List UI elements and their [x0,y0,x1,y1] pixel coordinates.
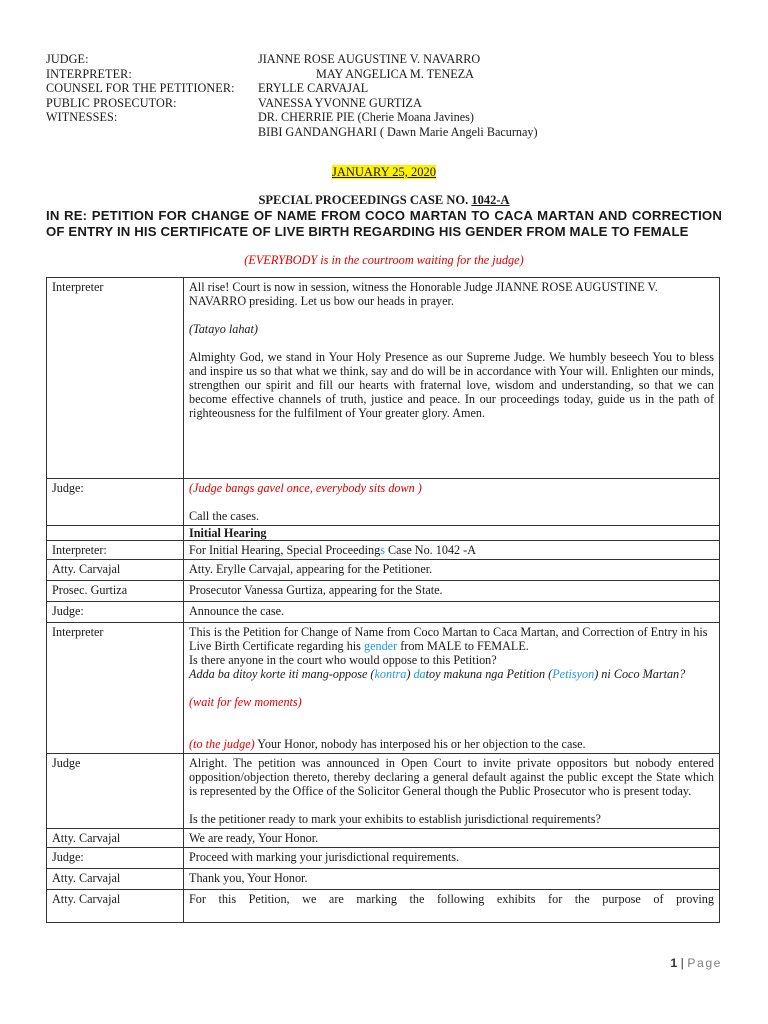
speaker-cell: Judge: [47,602,184,623]
counsel-label: COUNSEL FOR THE PETITIONER: [46,81,235,95]
table-row [47,869,720,890]
header-spacer [46,125,258,140]
table-row [47,560,720,581]
dialogue-cell [184,278,720,479]
hearing-date-text: JANUARY 25, 2020 [331,165,437,179]
speaker-cell: Atty. Carvajal [47,869,184,890]
stage-direction: (to the judge) [189,737,255,751]
page-word: Page [687,956,722,970]
judge-name: JIANNE ROSE AUGUSTINE V. NAVARRO [258,52,481,66]
speaker-cell: Atty. Carvajal [47,560,184,581]
prosecutor-name: VANESSA YVONNE GURTIZA [258,95,422,110]
dialogue-cell: We are ready, Your Honor. [184,829,720,848]
dialogue-cell [184,541,720,560]
speaker-cell: Interpreter [47,278,184,479]
speaker-cell: Prosec. Gurtiza [47,581,184,602]
case-number: 1042-A [471,193,510,207]
transcript-table [46,277,720,923]
case-title-prefix: SPECIAL PROCEEDINGS CASE NO. [258,193,472,207]
header-row-judge [46,52,538,67]
speaker-cell: Interpreter: [47,541,184,560]
header-row-counsel [46,81,538,96]
dialogue-cell [184,754,720,829]
header-row-witnesses [46,110,538,125]
counsel-name: ERYLLE CARVAJAL [258,81,369,95]
case-title [0,193,768,208]
prosecutor-label: PUBLIC PROSECUTOR: [46,95,177,110]
stage-direction: (wait for few moments) [189,695,302,709]
witness-2: BIBI GANDANGHARI ( Dawn Marie Angeli Bacurnay) [258,124,538,139]
header-row-witness-2 [46,125,538,140]
speaker-cell: Judge: [47,848,184,869]
dialogue-fragment: toy makuna nga Petition ( [425,667,553,681]
case-caption: IN RE: PETITION FOR CHANGE OF NAME FROM COCO MARTAN TO CACA MARTAN AND CORRECTION OF ENTRY IN HIS CERTIFICATE OF LIVE BIRTH REGARDING HIS GENDER FROM MALE TO FEMALE [46,208,722,239]
prayer-text: Almighty God, we stand in Your Holy Presence as our Supreme Judge. We humbly beseech You to bless and inspire us so that what we think, say and do will be in accordance with Your will. Enlighten our minds, strengthen our spirit and fill our hearts with fraternal love, wisdom and understanding, so that we can become effective channels of truth, justice and peace. In our proceedings today, guide us in the path of righteousness for the fulfilment of Your greater glory. Amen. [189,350,714,420]
highlighted-word: da [413,667,426,681]
speaker-cell: Atty. Carvajal [47,890,184,923]
hearing-date [0,165,768,180]
dialogue-text: Call the cases. [189,509,260,523]
stage-note: (EVERYBODY is in the courtroom waiting for the judge) [244,253,524,267]
dialogue-text [189,737,714,751]
page-number: 1 [670,956,678,970]
dialogue-text: Alright. The petition was announced in Open Court to invite private oppositors but nobody entered opposition/objection thereto, thereby declaring a general default against the public except the State which is represented by the Office of the Solicitor General though the Public Prosecutor who is present today. [189,756,714,798]
table-row [47,754,720,829]
highlighted-word: Petisyon [552,667,595,681]
table-row [47,581,720,602]
dialogue-cell: For this Petition, we are marking the following exhibits for the purpose of proving [184,890,720,923]
dialogue-text: All rise! Court is now in session, witness the Honorable Judge JIANNE ROSE AUGUSTINE V. NAVARRO presiding. Let us bow our heads in prayer. [189,280,658,308]
table-row [47,848,720,869]
dialogue-cell: Thank you, Your Honor. [184,869,720,890]
dialogue-text: Is there anyone in the court who would oppose to this Petition? [189,653,497,667]
dialogue-text [189,625,714,653]
speaker-cell: Interpreter [47,623,184,754]
section-heading: Initial Hearing [184,526,720,541]
dialogue-fragment: Adda ba ditoy korte iti mang-oppose ( [189,667,375,681]
table-row [47,829,720,848]
dialogue-fragment: ) [406,667,414,681]
witnesses-label: WITNESSES: [46,110,118,124]
header-row-prosecutor [46,96,538,111]
translation-text [189,667,714,681]
dialogue-text: Case No. 1042 -A [384,543,477,557]
highlighted-word: kontra [374,667,407,681]
stage-direction: (Tatayo lahat) [189,322,258,336]
table-row [47,602,720,623]
dialogue-cell: Announce the case. [184,602,720,623]
judge-label: JUDGE: [46,52,89,66]
table-row [47,623,720,754]
dialogue-text: Is the petitioner ready to mark your exhibits to establish jurisdictional requirements? [189,812,601,826]
page-footer [670,956,722,970]
stage-direction: (Judge bangs gavel once, everybody sits down ) [189,481,422,495]
dialogue-cell [184,479,720,526]
interpreter-label: INTERPRETER: [46,66,132,81]
speaker-cell: Atty. Carvajal [47,829,184,848]
dialogue-cell: Proceed with marking your jurisdictional requirements. [184,848,720,869]
table-row [47,278,720,479]
speaker-cell: Judge: [47,479,184,526]
table-row [47,890,720,923]
dialogue-text: For Initial Hearing, Special Proceeding [189,543,381,557]
table-row [47,526,720,541]
highlighted-word: gender [363,639,398,653]
table-row [47,541,720,560]
header-row-interpreter [46,67,538,82]
interpreter-name: MAY ANGELICA M. TENEZA [316,66,474,81]
witness-1: DR. CHERRIE PIE (Cherie Moana Javines) [258,110,474,124]
table-row [47,479,720,526]
highlighted-letter: s [380,543,385,557]
dialogue-cell [184,623,720,754]
case-header [46,52,538,139]
speaker-cell-empty [47,526,184,541]
dialogue-fragment: ) ni Coco Martan? [594,667,686,681]
dialogue-cell: Prosecutor Vanessa Gurtiza, appearing for the State. [184,581,720,602]
dialogue-fragment: from MALE to FEMALE. [397,639,529,653]
speaker-cell: Judge [47,754,184,829]
dialogue-fragment: Your Honor, nobody has interposed his or her objection to the case. [254,737,586,751]
dialogue-fragment: This is the Petition for Change of Name from Coco Martan to Caca Martan, and Correction of Entry in his Live Birth Certificate regarding his [189,625,708,653]
dialogue-cell: Atty. Erylle Carvajal, appearing for the Petitioner. [184,560,720,581]
footer-separator: | [677,956,688,970]
